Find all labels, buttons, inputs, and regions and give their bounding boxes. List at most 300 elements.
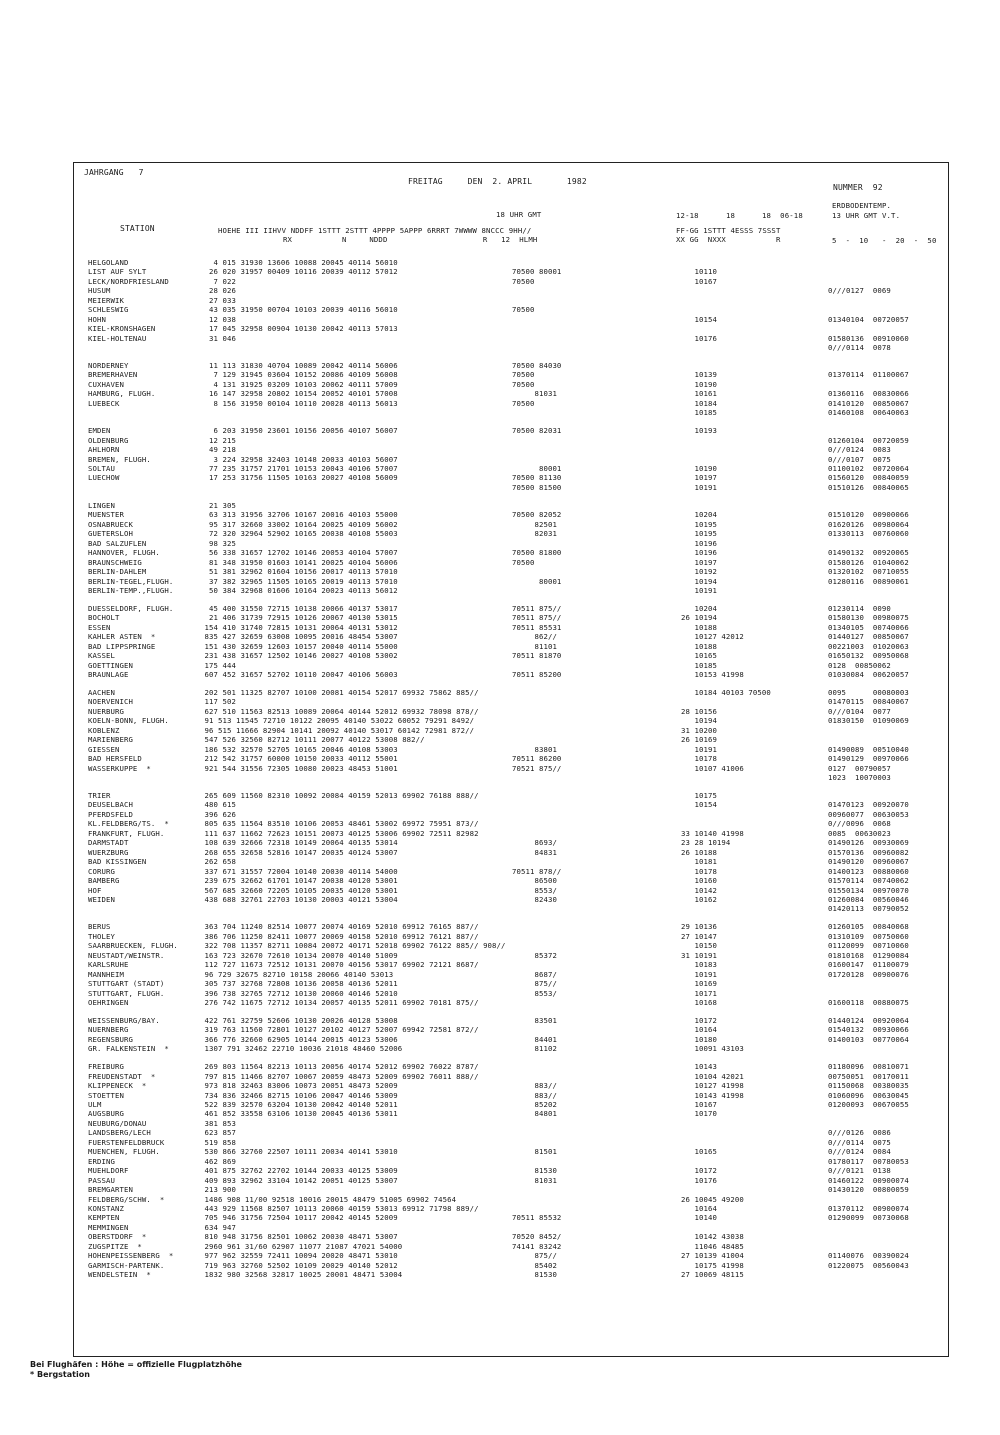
cloud-group: 84831 — [512, 847, 557, 857]
extremes-group: 26 10045 49200 — [672, 1194, 744, 1204]
synop-values: 438 688 32761 22703 10130 20003 40121 53004 — [200, 894, 398, 904]
table-row — [0, 1016, 1000, 1025]
soil-temps: 01490120 00960067 — [828, 857, 909, 867]
cloud-group: 70511 81870 — [512, 651, 562, 661]
cloud-group: 84401 — [512, 1034, 557, 1044]
synop-values: 623 857 — [200, 1128, 236, 1138]
cloud-group: 74141 83242 — [512, 1241, 562, 1251]
table-row — [0, 1081, 1000, 1090]
extremes-group: 10195 — [672, 519, 717, 529]
extremes-group: 10191 — [672, 482, 717, 492]
table-row — [0, 932, 1000, 941]
table-row — [0, 670, 1000, 679]
soil-temps: 01030084 00620057 — [828, 670, 909, 679]
table-row — [0, 745, 1000, 754]
synop-values: 977 962 32559 72411 10094 20020 48471 53010 — [200, 1251, 398, 1261]
cloud-group: 85202 — [512, 1100, 557, 1109]
extremes-group: 26 10194 — [672, 613, 717, 623]
soil-temps: 01470123 00920070 — [828, 800, 909, 810]
cloud-group: 81102 — [512, 1044, 557, 1054]
station-name: KLIPPENECK * — [88, 1081, 147, 1091]
synop-values: 567 685 32660 72205 10105 20035 40120 53001 — [200, 885, 398, 895]
soil-temps: 01570114 00740062 — [828, 876, 909, 885]
synop-values: 17 253 31756 11505 10163 20027 40108 56009 — [200, 473, 398, 483]
synop-values: 98 325 — [200, 538, 236, 548]
cloud-group: 875// — [512, 979, 557, 988]
cloud-group: 81031 — [512, 1175, 557, 1185]
station-name: THOLEY — [88, 931, 115, 941]
station-name: AHLHORN — [88, 445, 120, 455]
extremes-group: 10110 — [672, 267, 717, 277]
soil-temps: 0///0124 0084 — [828, 1147, 891, 1157]
station-name: KASSEL — [88, 651, 115, 661]
extremes-group: 10164 — [672, 1025, 717, 1035]
synop-values: 305 737 32768 72808 10136 20058 40136 52011 — [200, 979, 398, 988]
station-name: BRAUNLAGE — [88, 670, 129, 679]
synop-values: 8 156 31950 00104 10110 20028 40113 56013 — [200, 398, 398, 408]
table-row — [0, 1223, 1000, 1232]
station-name: CORURG — [88, 866, 115, 876]
station-name: TRIER — [88, 791, 111, 800]
cloud-group: 81530 — [512, 1270, 557, 1280]
table-row — [0, 876, 1000, 885]
station-name: NUERBURG — [88, 706, 124, 716]
soil-temps: 01370112 00900074 — [828, 1203, 909, 1213]
synop-values: 81 348 31950 01603 10141 20025 40104 56006 — [200, 557, 398, 567]
table-row — [0, 334, 1000, 343]
table-row — [0, 623, 1000, 632]
station-name: FUERSTENFELDBRUCK — [88, 1137, 165, 1147]
table-row — [0, 548, 1000, 557]
table-row — [0, 819, 1000, 828]
extremes-group: 10192 — [672, 567, 717, 576]
synop-values: 56 338 31657 12702 10146 20053 40104 57007 — [200, 548, 398, 558]
soil-temps: 01720128 00900076 — [828, 969, 909, 979]
station-name: BERLIN-DAHLEM — [88, 567, 147, 576]
synop-values: 239 675 32662 61701 10147 20038 40120 53001 — [200, 876, 398, 885]
synop-values: 96 729 32675 82710 10158 20066 40140 53013 — [200, 969, 394, 979]
extremes-group: 27 10147 — [672, 931, 717, 941]
extremes-group: 10162 — [672, 894, 717, 904]
station-name: OLDENBURG — [88, 435, 129, 445]
cloud-group: 8553/ — [512, 988, 557, 998]
synop-values: 51 381 32962 01604 10156 20017 40113 57010 — [200, 567, 398, 576]
table-row — [0, 380, 1000, 389]
synop-values: 705 946 31756 72504 10117 20042 40145 52009 — [200, 1213, 398, 1223]
table-row — [0, 324, 1000, 333]
station-name: WEISSENBURG/BAY. — [88, 1015, 160, 1025]
table-row — [0, 726, 1000, 735]
station-name: DARMSTADT — [88, 838, 129, 848]
station-name: REGENSBURG — [88, 1034, 133, 1044]
synop-values: 151 430 32659 12603 10157 20040 40114 55000 — [200, 641, 398, 651]
station-name: LECK/NORDFRIESLAND — [88, 276, 169, 286]
synop-values: 186 532 32570 52705 10165 20046 40108 53003 — [200, 744, 398, 754]
soil-temps: 01260104 00720059 — [828, 435, 909, 445]
table-row — [0, 1185, 1000, 1194]
station-name: FREIBURG — [88, 1062, 124, 1072]
table-row — [0, 1261, 1000, 1270]
soil-depth-header: 5 - 10 - 20 - 50 — [832, 236, 937, 245]
extremes-group: 10140 — [672, 1213, 717, 1223]
cloud-group: 85372 — [512, 950, 557, 960]
soil-temps: 0///0114 0078 — [828, 343, 891, 352]
cloud-group: 70500 — [512, 276, 535, 286]
extremes-group: 10204 — [672, 510, 717, 520]
extremes-group: 10169 — [672, 979, 717, 988]
station-name: BREMERHAVEN — [88, 370, 138, 380]
station-name: BAD SALZUFLEN — [88, 538, 147, 548]
table-row — [0, 445, 1000, 454]
synop-values: 1307 791 32462 22710 10036 21018 48460 52006 — [200, 1044, 403, 1054]
soil-temps: 01340104 00720057 — [828, 314, 909, 324]
soil-temps: 01510120 00900066 — [828, 510, 909, 520]
soil-temps: 01260084 00560046 — [828, 894, 909, 904]
extremes-group: 10195 — [672, 529, 717, 539]
synop-values: 973 818 32463 83006 10073 20051 48473 52009 — [200, 1081, 398, 1091]
station-name: GIESSEN — [88, 744, 120, 754]
cloud-group: 8687/ — [512, 969, 557, 979]
station-name: BRAUNSCHWEIG — [88, 557, 142, 567]
synop-values: 49 218 — [200, 445, 236, 455]
station-name: LANDSBERG/LECH — [88, 1128, 151, 1138]
soil-temps: 0///0104 0077 — [828, 706, 891, 716]
synop-values: 72 320 32964 52902 10165 20038 40108 55003 — [200, 529, 398, 539]
synop-values: 6 203 31950 23601 10156 20056 40107 56007 — [200, 426, 398, 436]
soil-temps: 01600147 01100079 — [828, 960, 909, 970]
synop-values: 4 131 31925 03209 10103 20062 40111 57009 — [200, 379, 398, 389]
table-row — [0, 688, 1000, 697]
soil-temps: 01490129 00970066 — [828, 754, 909, 764]
soil-temps: 0///0114 0075 — [828, 1137, 891, 1147]
synop-values: 28 026 — [200, 286, 236, 296]
synop-values: 337 671 31557 72004 10140 20030 40114 54000 — [200, 866, 398, 876]
soil-temps: 00960077 00630053 — [828, 809, 909, 819]
extremes-group: 27 10069 48115 — [672, 1270, 744, 1280]
synop-values: 202 501 11325 82707 10100 20081 40154 52017 69932 75862 885// — [200, 688, 479, 697]
period-12-18: 12-18 — [676, 211, 699, 220]
soil-temps: 01810168 01290084 — [828, 950, 909, 960]
station-name: WEIDEN — [88, 894, 115, 904]
cloud-group: 70511 86200 — [512, 754, 562, 764]
cloud-group: 81101 — [512, 641, 557, 651]
extremes-group: 10178 — [672, 754, 717, 764]
cloud-group: 84801 — [512, 1109, 557, 1119]
cloud-group: 70500 81500 — [512, 482, 562, 492]
synop-values: 17 045 32958 00904 10130 20042 40113 57013 — [200, 324, 398, 334]
cloud-group: 70511 875// — [512, 603, 562, 613]
table-row — [0, 586, 1000, 595]
table-row — [0, 791, 1000, 800]
station-name: HOF — [88, 885, 102, 895]
synop-values: 7 022 — [200, 276, 236, 286]
synop-values: 91 513 11545 72710 10122 20095 40140 53022 60052 79291 8492/ — [200, 716, 475, 726]
extremes-group: 10183 — [672, 960, 717, 970]
soil-temps: 01780117 00780053 — [828, 1156, 909, 1166]
table-row — [0, 343, 1000, 352]
table-row — [0, 1251, 1000, 1260]
synop-values: 627 510 11563 82513 10089 20064 40144 52012 69932 78098 878// — [200, 706, 479, 716]
soil-temp-label: ERDBODENTEMP. — [832, 201, 892, 210]
extremes-group: 10197 — [672, 557, 717, 567]
station-name: SOLTAU — [88, 464, 115, 473]
extremes-group: 10167 — [672, 276, 717, 286]
table-row — [0, 1176, 1000, 1185]
extremes-group: 31 10191 — [672, 950, 717, 960]
station-name: OSNABRUECK — [88, 519, 133, 529]
soil-temps: 01490126 00930069 — [828, 838, 909, 848]
volume-label: JAHRGANG 7 — [84, 168, 144, 177]
synop-values: 443 929 11568 82507 10113 20060 40159 53013 69912 71798 889// — [200, 1203, 479, 1213]
station-name: SAARBRUECKEN, FLUGH. — [88, 941, 178, 951]
extremes-group: 10184 — [672, 398, 717, 408]
table-row — [0, 941, 1000, 950]
station-name: FREUDENSTADT * — [88, 1071, 156, 1081]
station-header: STATION — [120, 224, 155, 233]
station-name: HOHN — [88, 314, 106, 324]
extremes-group: 31 10200 — [672, 725, 717, 735]
extremes-group: 10175 41998 — [672, 1260, 744, 1270]
soil-temps: 01340105 00740066 — [828, 622, 909, 632]
station-name: ZUGSPITZE * — [88, 1241, 142, 1251]
extremes-group: 10180 — [672, 1034, 717, 1044]
synop-values: 805 635 11564 83510 10106 20053 48461 53002 69972 75951 873// — [200, 819, 479, 829]
station-name: ESSEN — [88, 622, 111, 632]
station-name: MEMMINGEN — [88, 1222, 129, 1232]
soil-temps: 01490089 00510040 — [828, 744, 909, 754]
synop-values: 63 313 31956 32706 10167 20016 40103 55000 — [200, 510, 398, 520]
extremes-group: 10107 41006 — [672, 763, 744, 773]
station-name: HANNOVER, FLUGH. — [88, 548, 160, 558]
station-name: STUTTGART, FLUGH. — [88, 988, 165, 998]
cloud-group: 8693/ — [512, 838, 557, 848]
table-row — [0, 426, 1000, 435]
synop-values: 734 836 32466 82715 10106 20047 40146 53009 — [200, 1090, 398, 1100]
extremes-group: 26 10169 — [672, 735, 717, 745]
soil-temps: 01550134 00970070 — [828, 885, 909, 895]
station-name: KEMPTEN — [88, 1213, 120, 1223]
table-row — [0, 922, 1000, 931]
extremes-group: 10194 — [672, 716, 717, 726]
synop-values: 16 147 32958 20802 10154 20052 40101 57008 — [200, 389, 398, 399]
extremes-group: 10181 — [672, 857, 717, 867]
soil-temps: 01650132 00950068 — [828, 651, 909, 661]
column-codes-right-sub: XX GG NXXX R — [676, 235, 781, 244]
cloud-group: 85402 — [512, 1260, 557, 1270]
table-row — [0, 979, 1000, 988]
extremes-group: 10194 — [672, 576, 717, 586]
synop-values: 363 704 11240 82514 10077 20074 40169 52010 69912 76165 887// — [200, 922, 479, 932]
station-name: BAD KISSINGEN — [88, 857, 147, 867]
synop-values: 547 526 32560 82712 10111 20077 40122 53008 882// — [200, 735, 425, 745]
extremes-group: 10170 — [672, 1109, 717, 1119]
station-name: LIST AUF SYLT — [88, 267, 147, 277]
soil-temps: 01470115 00840067 — [828, 697, 909, 707]
station-name: KL.FELDBERG/TS. * — [88, 819, 169, 829]
station-name: FRANKFURT, FLUGH. — [88, 828, 165, 838]
table-row — [0, 1109, 1000, 1118]
table-row — [0, 895, 1000, 904]
extremes-group: 10196 — [672, 548, 717, 558]
synop-values: 422 761 32759 52606 10130 20026 40128 53008 — [200, 1015, 398, 1025]
station-name: STOETTEN — [88, 1090, 124, 1100]
synop-values: 319 763 11560 72801 10127 20102 40127 52007 69942 72581 872// — [200, 1025, 479, 1035]
synop-values: 11 113 31830 40704 10089 20042 40114 56006 — [200, 361, 398, 370]
extremes-group: 10204 — [672, 603, 717, 613]
extremes-group: 10172 — [672, 1015, 717, 1025]
soil-temps: 0///0124 0083 — [828, 445, 891, 455]
synop-values: 77 235 31757 21701 10153 20043 40106 57007 — [200, 464, 398, 473]
soil-temps: 01510126 00840065 — [828, 482, 909, 492]
extremes-group: 10191 — [672, 969, 717, 979]
cloud-group: 70500 82031 — [512, 426, 562, 436]
soil-temps: 01260105 00840068 — [828, 922, 909, 932]
station-name: HOHENPEISSENBERG * — [88, 1251, 174, 1261]
extremes-group: 23 28 10194 — [672, 838, 731, 848]
synop-values: 480 615 — [200, 800, 236, 810]
synop-values: 396 626 — [200, 809, 236, 819]
extremes-group: 33 10140 41998 — [672, 828, 744, 838]
synop-values: 719 963 32760 52502 10109 20029 40140 52012 — [200, 1260, 398, 1270]
station-name: MUENSTER — [88, 510, 124, 520]
table-row — [0, 960, 1000, 969]
cloud-group: 83501 — [512, 1015, 557, 1025]
station-name: STUTTGART (STADT) — [88, 979, 165, 988]
table-row — [0, 1242, 1000, 1251]
extremes-group: 10196 — [672, 538, 717, 548]
table-row — [0, 904, 1000, 913]
table-row — [0, 315, 1000, 324]
station-name: AACHEN — [88, 688, 115, 697]
synop-values: 31 046 — [200, 333, 236, 343]
soil-temps: 00750051 00170011 — [828, 1071, 909, 1081]
station-name: LUEBECK — [88, 398, 120, 408]
table-row — [0, 277, 1000, 286]
cloud-group: 70500 81800 — [512, 548, 562, 558]
cloud-group: 70500 84030 — [512, 361, 562, 370]
table-row — [0, 810, 1000, 819]
soil-temps: 01150068 00380035 — [828, 1081, 909, 1091]
cloud-group: 70500 — [512, 557, 535, 567]
synop-values: 797 815 11466 82707 10067 20059 48473 52009 69902 76011 888// — [200, 1071, 479, 1081]
extremes-group: 10175 — [672, 791, 717, 800]
table-row — [0, 464, 1000, 473]
table-row — [0, 716, 1000, 725]
table-row — [0, 501, 1000, 510]
extremes-group: 10139 — [672, 370, 717, 380]
station-name: NEUSTADT/WEINSTR. — [88, 950, 165, 960]
extremes-group: 26 10188 — [672, 847, 717, 857]
extremes-group: 10193 — [672, 426, 717, 436]
cloud-group: 883// — [512, 1081, 557, 1091]
table-row — [0, 1232, 1000, 1241]
synop-values: 37 382 32965 11505 10165 20019 40113 57010 — [200, 576, 398, 586]
station-name: BAD LIPPSPRINGE — [88, 641, 156, 651]
table-row — [0, 632, 1000, 641]
column-codes-right: FF-GG 1STTT 4ESSS 7SSST — [676, 226, 781, 235]
station-name: PASSAU — [88, 1175, 115, 1185]
cloud-group: 70500 — [512, 398, 535, 408]
table-row — [0, 848, 1000, 857]
synop-values: 522 839 32570 63204 10130 20042 40140 52011 — [200, 1100, 398, 1109]
synop-values: 519 858 — [200, 1137, 236, 1147]
soil-temps: 0095 00080003 — [828, 688, 909, 697]
station-name: BERLIN-TEGEL,FLUGH. — [88, 576, 174, 586]
station-name: CUXHAVEN — [88, 379, 124, 389]
extremes-group: 10168 — [672, 997, 717, 1007]
station-name: WUERZBURG — [88, 847, 129, 857]
synop-values: 12 038 — [200, 314, 236, 324]
table-row — [0, 998, 1000, 1007]
synop-values: 213 900 — [200, 1185, 236, 1194]
extremes-group: 10172 — [672, 1166, 717, 1176]
synop-values: 530 866 32760 22507 10111 20034 40141 53010 — [200, 1147, 398, 1157]
station-name: DEUSELBACH — [88, 800, 133, 810]
synop-values: 12 215 — [200, 435, 236, 445]
table-row — [0, 483, 1000, 492]
station-name: KIEL-KRONSHAGEN — [88, 324, 156, 334]
synop-values: 26 020 31957 00409 10116 20039 40112 57012 — [200, 267, 398, 277]
soil-temps: 01580126 01040062 — [828, 557, 909, 567]
station-name: HUSUM — [88, 286, 111, 296]
cloud-group: 82031 — [512, 529, 557, 539]
extremes-group: 10160 — [672, 876, 717, 885]
station-name: GUETERSLOH — [88, 529, 133, 539]
report-date: FREITAG DEN 2. APRIL 1982 — [408, 177, 587, 186]
table-row — [0, 267, 1000, 276]
cloud-group: 81031 — [512, 389, 557, 399]
station-name: KOELN-BONN, FLUGH. — [88, 716, 169, 726]
extremes-group: 10171 — [672, 988, 717, 998]
table-row — [0, 558, 1000, 567]
extremes-group: 10142 — [672, 885, 717, 895]
extremes-group: 10190 — [672, 379, 717, 389]
synop-values: 96 515 11666 82904 10141 20092 40140 53017 60142 72981 872// — [200, 725, 475, 735]
station-name: HAMBURG, FLUGH. — [88, 389, 156, 399]
extremes-group: 10190 — [672, 464, 717, 473]
station-name: WENDELSTEIN * — [88, 1270, 151, 1280]
table-row — [0, 661, 1000, 670]
extremes-group: 27 10139 41004 — [672, 1251, 744, 1261]
soil-temps: 0///0121 0138 — [828, 1166, 891, 1176]
table-row — [0, 529, 1000, 538]
cloud-group: 81530 — [512, 1166, 557, 1176]
cloud-group: 70500 — [512, 379, 535, 389]
extremes-group: 28 10156 — [672, 706, 717, 716]
cloud-group: 70511 85531 — [512, 622, 562, 632]
synop-values: 401 875 32762 22702 10144 20033 40125 53009 — [200, 1166, 398, 1176]
soil-temps: 01310109 00750060 — [828, 931, 909, 941]
table-row — [0, 577, 1000, 586]
station-name: KIEL-HOLTENAU — [88, 333, 147, 343]
extremes-group: 10188 — [672, 641, 717, 651]
station-name: MEIERWIK — [88, 295, 124, 305]
station-name: BAD HERSFELD — [88, 754, 142, 764]
station-name: NEUBURG/DONAU — [88, 1118, 147, 1128]
table-row — [0, 867, 1000, 876]
station-name: OBERSTDORF * — [88, 1232, 147, 1242]
soil-temps: 01400123 00880060 — [828, 866, 909, 876]
synop-values: 810 948 31756 82501 10062 20030 48471 53007 — [200, 1232, 398, 1242]
extremes-group: 29 10136 — [672, 922, 717, 932]
table-row — [0, 1213, 1000, 1222]
soil-temps: 0///0096 0068 — [828, 819, 891, 829]
soil-temps: 01440127 00850067 — [828, 632, 909, 642]
station-name: KONSTANZ — [88, 1203, 124, 1213]
station-name: NUERNBERG — [88, 1025, 129, 1035]
soil-temps: 01120099 00710060 — [828, 941, 909, 951]
station-name: AUGSBURG — [88, 1109, 124, 1119]
